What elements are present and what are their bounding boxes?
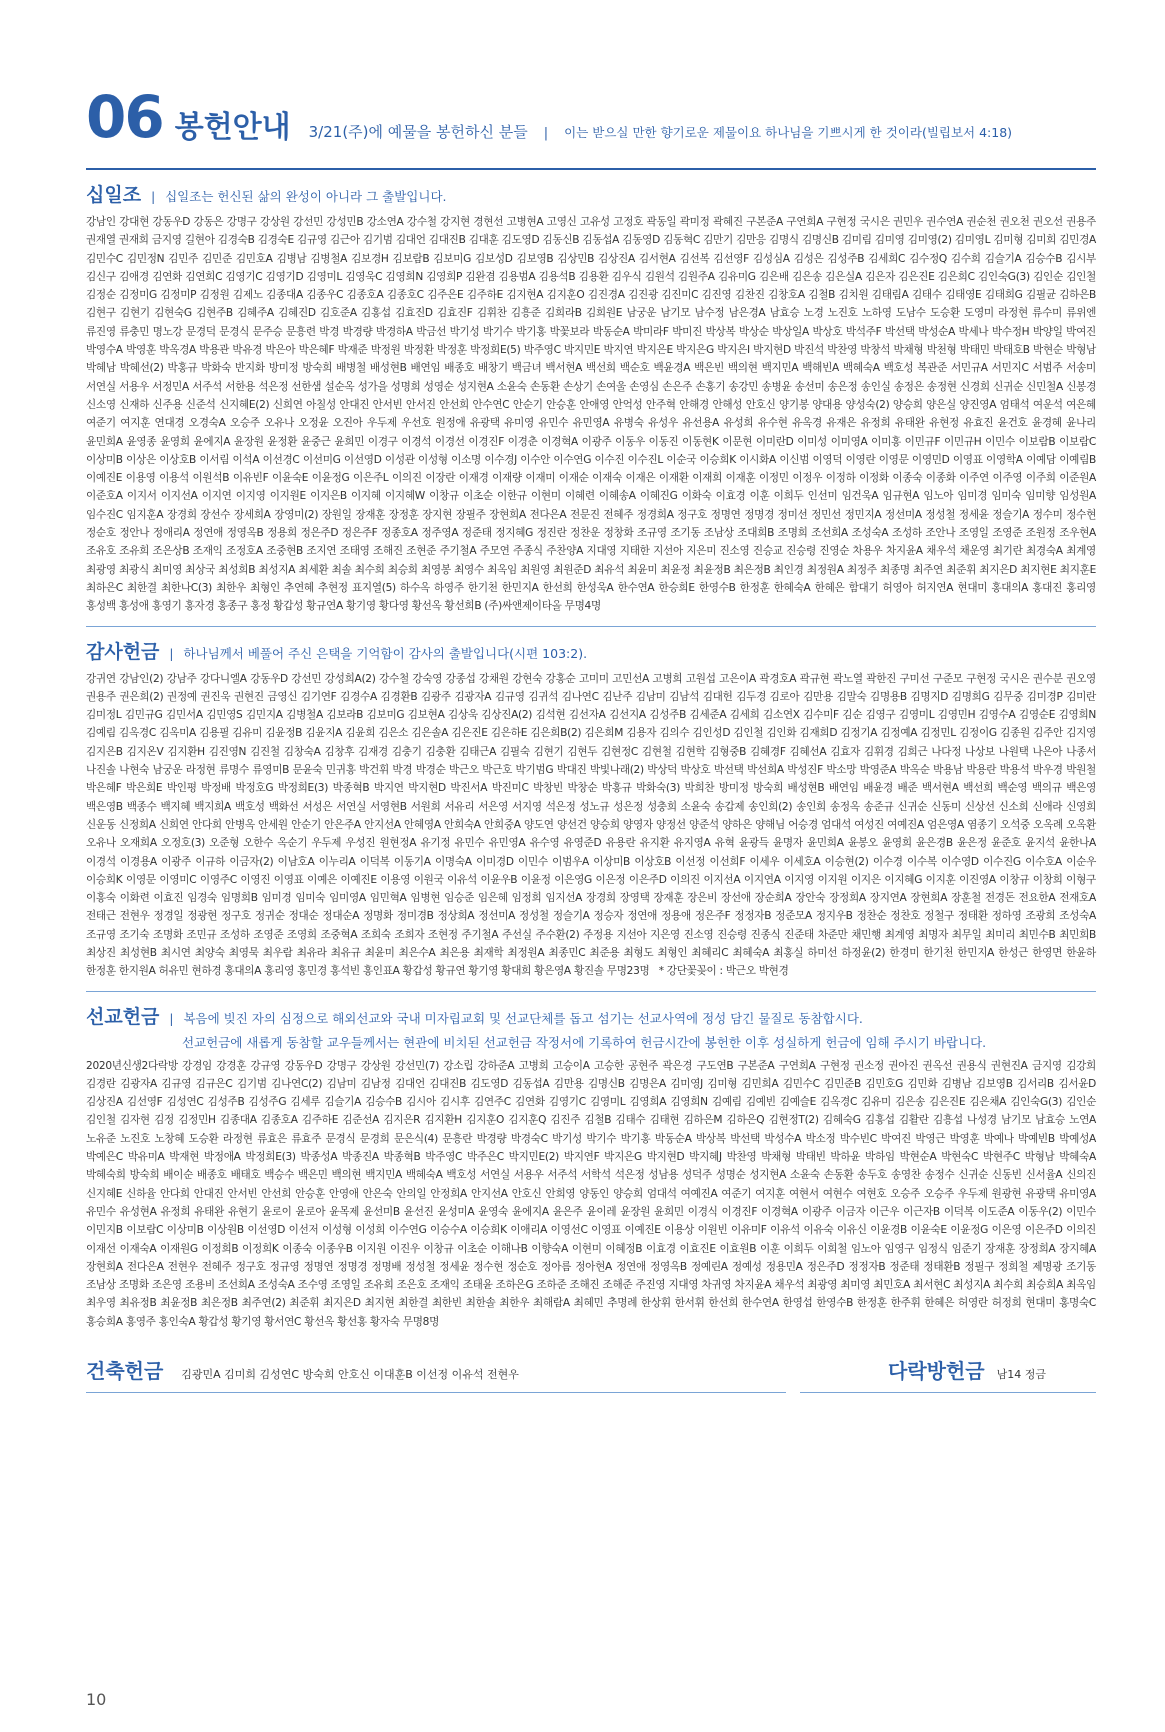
tithe-name-list: 강남인 강대현 강동우D 강동은 강명구 강상원 강선민 강성민B 강소연A 강수철 강지현 경현선 고병현A 고영신 고유성 고정호 곽동일 곽미정 곽혜진 구본준A 구연희A 구현정 국시은 권민우 권수연A 권순천 권오천 권오선 권용주 권재열 권재희 금지영 길현아 김경숙B 김경숙E 김규영 김근아 김기범 김대언 김대진B 김대훈 김도영D 김동신B 김동섭A 김동영D 김동혁C 김만기 김만응 김명식 김명신B 김미림 김미영 김미영(2) 김미영L 김미형 김미희 김민경A 김민수C 김민정N 김민주 김민준 김민호A 김병남 김병철A 김보경H 김보람B 김보미G 김보성D 김보영B 김상민B 김상진A 김서현A 김선복 김선영F 김성심A 김성은 김성주B 김세희C 김수정Q 김수희 김슬기A 김승수B 김시부 김신구 김애경 김연화 김연희C 김영기C 김영기D 김영미L 김영욱C 김영희N 김영희P 김완겸 김용범A 김용석B 김용환 김우식 김원석 김원주A 김유미G 김은배 김은송 김은실A 김은자 김은진E 김은희C 김인숙G(3) 김인순 김인철 김정순 김정미G 김정미P 김정원 김제노 김종대A 김종우C 김종호A 김종호C 김주은E 김주하E 김지현A 김지훈O 김진경A 김진광 김진미C 김진영 김찬진 김창호A 김철B 김치원 김태림A 김태수 김태영E 김태희G 김필균 김하은B 김현구 김현기 김현숙G 김현주B 김혜주A 김혜진D 김호준A 김홍섭 김효진D 김효진F 김휘찬 김흥준 김희라B 김희원E 남궁운 남기모 남수정 남은경A 남효승 노경 노진호 노하영 도남수 도승환 도영미 라정현 류수미 류위엔 류진영 류충민 명노강 문경덕 문경식 문주승 문흥련 박경 박경량 박경하A 박금선 박기성 박기수 박기홍 박꽃보라 박동순A 박미라F 박미진 박상복 박상순 박상일A 박상호 박석주F 박선택 박성순A 박세나 박수정H 박양일 박여진 박영수A 박영훈 박옥경A 박용관 박유경 박은아 박은혜F 박재준 박정원 박정환 박정훈 박정희E(5) 박주영C 박지민E 박지연 박지은E 박지은G 박지은I 박지현D 박진석 박찬영 박창석 박채형 박천형 박태민 박태호B 박현순 박형남 박혜남 박혜선(2) 박홍규 박화숙 반지화 방미정 방숙희 배병철 배성현B 배연임 배종호 배창기 백금녀 백서현A 백선희 백순호 백윤경A 백은빈 백의현 백지민A 백해빈A 백혜숙A 백호성 복관준 서민규A 서민지C 서범주 서송미 서연실 서용우 서정민A 서주석 서한용 석은정 선한샘 설순옥 성가을 성명희 성영순 성지현A 소윤숙 손동환 손상기 손여울 손영심 손은주 손홍기 송강민 송병윤 송선미 송은정 송인실 송정은 송정현 신경희 신귀순 신민철A 신봉경 신소영 신재하 신주용 신준석 신지혜E(2) 신희연 아칠성 안대진 안서빈 안서진 안선희 안수연C 안순기 안승훈 안애영 안억성 안주혁 안해경 안해성 안호신 양기봉 양대용 양성숙(2) 양승희 양은실 양진영A 엄태석 여운석 여은혜 여준기 여지훈 연대경 오경숙A 오승주 오유나 오정윤 오진아 우두제 우선호 원정애 유광택 유미영 유민수 유민영A 유병숙 유성우 유선용A 유성희 유수현 유옥경 유재은 유정희 유태완 유현정 유효진 윤건호 윤경혜 윤나리 윤민희A 윤영종 윤영희 윤에지A 윤장원 윤정환 윤중근 윤희민 이경구 이경석 이경선 이경진F 이경춘 이경혁A 이광주 이동우 이동진 이동현K 이문현 이미란D 이미성 이미영A 이미홍 이민규F 이민규H 이민수 이보람B 이보람C 이상미B 이상은 이상호B 이서림 이석A 이선경C 이선미G 이선영D 이성관 이성형 이소명 이수경J 이수안 이수연G 이수진 이수진L 이순국 이승희K 이시화A 이신범 이영덕 이영란 이영문 이영민D 이영표 이영학A 이예담 이예림B 이예진E 이용영 이용석 이원석B 이유빈F 이윤숙E 이윤정G 이은주L 이의진 이장란 이재경 이재량 이재미 이재순 이재숙 이재은 이재환 이재희 이재훈 이정민 이정우 이정하 이정화 이종숙 이종화 이주연 이주영 이주희 이준원A 이준호A 이지서 이지선A 이지연 이지영 이지원E 이지은B 이지혜 이지혜W 이창규 이초순 이한규 이현미 이혜련 이혜송A 이혜진G 이화숙 이효경 이훈 이희두 인선미 임건욱A 임규현A 임노아 임미경 임미숙 임미향 임성원A 임수진C 임지훈A 장경희 장선수 장세희A 장영미(2) 장원일 장재훈 장정훈 장지현 장필주 장현희A 전다은A 전문진 전혜주 정경희A 정구호 정명연 정명경 정미선 정민선 정민지A 정선미A 정성철 정세윤 정슬기A 정수미 정수현 정순호 정안나 정애리A 정연애 정영옥B 정용희 정은주D 정은주F 정종호A 정주영A 정준태 정지혜G 정진란 정찬운 정창화 조규영 조기동 조남상 조대희B 조명희 조선희A 조성숙A 조성하 조안나 조영일 조영준 조원정 조우현A 조유호 조유희 조은상B 조재익 조정호A 조중현B 조지연 조태영 조해진 조현준 주기철A 주모연 주종식 주찬양A 지대영 지태한 지선아 지은미 진소영 진승교 진승령 진영순 차용우 차지윤A 채우석 채운영 최기란 최경숙A 최계영 최광영 최광식 최미영 최상국 최성희B 최성지A 최세환 최솔 최수희 최승희 최영봉 최영수 최옥임 최원영 최원준D 최유석 최윤미 최윤정 최윤정B 최은정B 최인경 최정원A 최정주 최종명 최주연 최준휘 최지은D 최지현E 최지훈E 최하은C 최한결 최한나C(3) 최한우 최형인 추연혜 추현정 표지열(5) 하수옥 하영주 한기천 한민지A 한선희 한성욱A 한수연A 한승희E 한영수B 한정훈 한혜숙A 한혜은 함대기 허영아 허지연A 현대미 홍대의A 홍대진 홍리영 홍성백 홍성애 홍영기 홍자경 홍종구 홍정 황갑성 황규연A 황기영 황다영 황선옥 황선희B (주)싸앤제이타올 무명4명	[86, 216, 1096, 613]
thanks-names: 강귀연 강남인(2) 강남주 강다니엘A 강동우D 강선민 강성희A(2) 강수철 강숙영 강종섭 강채원 강현숙 강홍순 고미미 고민선A 고병희 고원섭 고은이A 곽경호A 곽규현 곽노열 곽한진 구미선 구준모 구현정 국시은 권수분 권오영 권용주 권은희(2) 권정예 권진욱 권현진 금영신 김기연F 김경수A 김경환B 김광주 김광자A 김규영 김귀석 김나연C 김난주 김남미 김남석 김대헌 김두경 김로아 김만용 김말숙 김명용B 김명지D 김명희G 김무중 김미경P 김미란 김미정L 김민규G 김민서A 김민영S 김민지A 김병철A 김보라B 김보미G 김보현A 김상욱 김상진A(2) 김석현 김선자A 김선지A 김성주B 김세준A 김세희 김소연X 김수미F 김순 김영구 김영미L 김영민H 김영수A 김영순E 김영희N 김예림 김옥경C 김옥미A 김용필 김유미 김윤정B 김윤지A 김윤희 김은소 김은솔A 김은진E 김은하E 김은희B(2) 김은희M 김용자 김의수 김인성D 김인철 김인화 김재희D 김정기A 김정예A 김정민L 김정이G 김종원 김주안 김지영 김지은B 김지온V 김지환H 김진영N 김진철 김창숙A 김창후 김재경 김충기 김충환 김태근A 김필숙 김현기 김현두 김현정C 김현철 김현학 김형중B 김혜경F 김혜선A 김효자 김휘경 김희근 나다정 나상보 나원택 나은아 나종서 나진솔 나현숙 남궁운 라정현 류명수 류영미B 문윤숙 민귀홍 박건휘 박경 박경순 박근오 박근호 박기범G 박대진 박빛나래(2) 박상덕 박상호 박선택 박선희A 박성진F 박소망 박영준A 박옥순 박용남 박용란 박용석 박우경 박원철 박은혜F 박은희E 박인평 박정배 박정호G 박정희E(3) 박종혁B 박지연 박지현D 박진서A 박진미C 박창빈 박창순 박홍규 박화숙(3) 박희찬 방미정 방숙희 배성현B 배연임 배윤경 배준 백서현A 백선희 백순영 백의규 백은영 백은영B 백종수 백지혜 백지희A 백호성 백화선 서성은 서연실 서영현B 서원희 서유리 서은영 서지영 석은정 성노규 성은정 성충희 소윤숙 송갑제 송인희(2) 송인희 송정옥 송준규 신귀순 신동미 신상선 신소희 신애라 신영희 신운동 신정희A 신희연 안다희 안병옥 안세원 안순기 안은주A 안지선A 안혜영A 안희숙A 안희중A 양도연 양선건 양승희 양영자 양정선 양준석 양하은 양해님 어승경 엄대석 여성진 여예진A 엄은영A 염종기 오석중 오옥례 오옥환 오유나 오재희A 오정호(3) 오준형 오한수 옥순기 우두제 우성진 원현정A 유기정 유민수 유민영A 유수영 유영준D 유용란 유지환 유지영A 유혁 윤광득 윤명자 윤민희A 윤봉오 윤영희 윤은경B 윤은정 윤준호 윤지석 윤한나A 이경석 이경용A 이광주 이규하 이금자(2) 이남호A 이누리A 이덕복 이동기A 이명숙A 이미경D 이민수 이범우A 이상미B 이상호B 이선정 이선희F 이세우 이세호A 이승현(2) 이수경 이수복 이수영D 이수진G 이수호A 이순우 이승희K 이영문 이영미C 이영주C 이영진 이영표 이예은 이예진E 이용영 이원국 이유석 이윤우B 이윤정 이은영G 이은정 이은주D 이의진 이지선A 이지연A 이지영 이지원 이지은 이지혜G 이지훈 이진영A 이창규 이창희 이형구 이홍숙 이화련 이효진 임경숙 임명희B 임미경 임미숙 임미영A 임민혁A 임병현 임승준 임은혜 임정희 임지선A 장경희 장영택 장재훈 장은비 장선애 장순희A 장안숙 장정희A 장지연A 장현희A 장훈철 전경돈 전요한A 전재호A 전태근 전현우 정경일 정광현 정구호 정귀순 정대순 정대순A 정명화 정미경B 정상희A 정선미A 정성철 정슬기A 정승자 정연애 정용애 정은주F 정정자B 정준모A 정지우B 정찬순 정찬호 정철구 정태환 정하영 조광희 조성숙A 조규영 조기숙 조명화 조민규 조성하 조영준 조영희 조중혁A 조희숙 조희자 조현정 주기철A 주선실 주수환(2) 주정용 지선아 지은영 진소영 진승령 진종식 진준태 차준만 채민행 최계영 최명자 최무일 최미리 최민수B 최민희B 최상진 최성현B 최시연 최양숙 최영묵 최우람 최유라 최유규 최윤미 최은수A 최은용 최재학 최정원A 최종민C 최준용 최형도 최형인 최혜리C 최혜숙A 최홍실 하미선 하정윤(2) 한경미 한기천 한민지A 한성근 한영면 한윤하 한정훈 한지원A 허유민 현하경 홍대의A 홍리영 홍민경 홍석빈 홍인표A 황갑성 황규연 황기영 황대희 황은영A 황진솔 무명23명	[86, 672, 1096, 978]
tithe-heading	[86, 180, 1096, 207]
footer-divider-left	[86, 1392, 786, 1393]
header-verse: 이는 받으실 만한 향기로운 제물이요 하나님을 기쁘시게 한 것이라(빌립보서 4:18)	[564, 125, 1013, 140]
page-number: 10	[86, 1690, 107, 1709]
mission-section	[86, 1002, 1096, 1331]
thanks-description: 하나님께서 베풀어 주신 은택을 기억함이 감사의 출발입니다(시편 103:2).	[183, 645, 588, 661]
tithe-separator: |	[151, 190, 156, 204]
mission-description: 복음에 빚진 자의 심정으로 해외선교와 국내 미자립교회 및 선교단체를 돕고 섬기는 선교사역에 정성 담긴 물질로 동참합시다.	[183, 1010, 863, 1026]
mission-heading	[86, 1002, 1096, 1029]
cell-title: 다락방헌금	[888, 1359, 985, 1384]
tithe-title: 십일조	[86, 184, 142, 206]
cell-offering	[888, 1355, 1046, 1384]
header-divider	[86, 168, 1096, 170]
mission-title: 선교헌금	[86, 1005, 160, 1028]
page-subtitle: 3/21(주)에 예물을 봉헌하신 분들	[308, 123, 528, 141]
thanks-title: 감사헌금	[86, 640, 160, 663]
cell-names: 남14 정금	[996, 1368, 1046, 1382]
thanks-heading	[86, 637, 1096, 664]
section-divider	[86, 991, 1096, 992]
thanks-separator: |	[169, 646, 174, 661]
thanks-name-list	[86, 670, 1096, 981]
section-number: 06	[86, 83, 163, 151]
building-title: 건축헌금	[86, 1359, 164, 1384]
tithe-section	[86, 180, 1096, 627]
building-names: 김광민A 김미희 김성연C 방숙희 안호신 이대훈B 이선정 이유석 전현우	[181, 1368, 519, 1382]
footer-divider-right	[800, 1392, 1096, 1393]
section-divider	[86, 626, 1096, 627]
footer-dividers	[86, 1392, 1096, 1393]
mission-description-2: 선교헌금에 새롭게 동참할 교우들께서는 현관에 비치된 선교헌금 작정서에 기록하여 헌금시간에 봉헌한 이후 성실하게 헌금에 임해 주시기 바랍니다.	[182, 1034, 987, 1050]
footer-row	[86, 1355, 1096, 1384]
header-separator: |	[543, 126, 549, 141]
offering-page	[86, 83, 1096, 1393]
tithe-description: 십일조는 헌신된 삶의 완성이 아니라 그 출발입니다.	[165, 189, 447, 204]
building-offering	[86, 1355, 519, 1384]
mission-name-list: 2020년신생2다락방 강경임 강경훈 강규영 강동우D 강명구 강상원 강선민(7) 강소립 강하준A 고병희 고승이A 고승한 공현주 곽은경 구도연B 구본준A 구연희A 구현정 권소정 권아진 권옥선 권용식 권현진A 금지영 김강희 김경란 김광자A 김규영 김규은C 김기범 김나연C(2) 김남미 김남정 김대언 김대진B 김도영D 김동섭A 김만용 김명신B 김명은A 김미영J 김미형 김민희A 김민수C 김민준B 김민호G 김민화 김병남 김보영B 김서리B 김서윤D 김상진A 김선영F 김성연C 김성주B 김성주G 김세루 김슬기A 김승수B 김시아 김시후 김연주C 김연화 김영기C 김영미L 김영희A 김영희N 김예림 김예빈 김예슬E 김옥경C 김유미 김은송 김은진E 김은채A 김인숙G(3) 김인순 김인철 김자현 김정 김정민H 김종대A 김종호A 김주하E 김준선A 김지은R 김지환H 김지훈O 김지훈Q 김진주 김철B 김태수 김태현 김하은M 김하은Q 김현정T(2) 김혜숙G 김홍섭 김활란 김흥섭 나성경 남기모 남효승 노연A 노유준 노진호 노창혜 도승환 라정현 류효은 류효주 문경식 문경희 문은식(4) 문흥란 박경량 박경숙C 박기성 박기수 박기홍 박동순A 박상복 박선택 박성수A 박소정 박수빈C 박여진 박영근 박영훈 박예나 박예빈B 박예성A 박예은C 박유미A 박재현 박정애A 박정희E(3) 박종성A 박종진A 박종혁B 박주영C 박주은C 박지민E(2) 박지연F 박지은G 박지현D 박지혜J 박찬영 박채형 박태빈 박하윤 박하임 박현순A 박현숙C 박현주C 박형남 박혜숙A 박혜숙희 방숙희 배이순 배종호 배태호 백승수 백은민 백의현 백지민A 백혜숙A 백호성 서연실 서용우 서주석 서학석 석은정 성남용 성덕주 성명순 성지현A 소윤숙 손동환 송두호 송영찬 송정수 신귀순 신동빈 신서율A 신의진 신지혜E 신하율 안다희 안대진 안서빈 안선희 안승훈 안영애 안은숙 안의일 안정희A 안지선A 안호신 안희영 양동인 양승희 엄대석 여예진A 여준기 여지훈 여현서 여현수 여현호 오승주 오승주 우두제 원광현 유광택 유미영A 유민수 유성현A 유정희 유태완 유현기 윤로이 윤로아 윤목제 윤선미B 윤선진 윤성미A 윤영숙 윤에지A 윤은주 윤이레 윤장원 윤희민 이경식 이경진F 이경혁A 이광주 이금자 이근우 이근자B 이덕복 이도준A 이동우(2) 이민수 이민지B 이보람C 이상미B 이상원B 이선영D 이선저 이성형 이성희 이수연G 이승수A 이승희K 이애리A 이영선C 이영표 이예진E 이용상 이원빈 이유미F 이유석 이유숙 이유신 이윤경B 이윤숙E 이윤정G 이은영 이은주D 이의진 이재선 이재숙A 이재원G 이정희B 이정희K 이종숙 이종우B 이지원 이진우 이창규 이초순 이해나B 이향숙A 이현미 이혜정B 이효경 이효진E 이효원B 이훈 이희두 이희철 임노아 임영구 임정식 임준기 장재훈 장정희A 장지혜A 장현희A 전다은A 전현우 전혜주 정구호 정규영 정명연 정명경 정명배 정성철 정세윤 정수현 정순호 정아름 정아현A 정연애 정영옥B 정예린A 정예성 정용민A 정은주D 정정자B 정준태 정태환B 정필구 정희철 제명광 조기동 조남상 조명화 조은영 조용비 조선희A 조성숙A 조수영 조영일 조유희 조은호 조재익 조태윤 조하은G 조하준 조해진 조해준 주진영 지대영 차귀영 차지윤A 채우석 최광영 최미영 최민호A 최서현C 최성지A 최수희 최승희A 최옥임 최우영 최유정B 최윤정B 최은정B 최주연(2) 최준휘 최지은D 최지현 최한결 최한빈 최한솔 최한우 최해람A 최혜민 추명례 한상휘 한서휘 한선희 한수연A 한영섭 한영수B 한정훈 한주휘 한혜은 허영란 허정희 현대미 홍명숙C 홍승희A 홍영주 홍인숙A 황갑성 황기영 황서연C 황선옥 황선홍 황자숙 무명8명	[86, 1059, 1096, 1328]
thanks-section	[86, 637, 1096, 992]
altar-flower-note: * 강단꽃꽂이 : 박근오 박현경	[658, 965, 789, 978]
page-title: 봉헌안내	[174, 110, 291, 145]
page-header	[86, 83, 1096, 158]
mission-separator: |	[169, 1011, 174, 1026]
